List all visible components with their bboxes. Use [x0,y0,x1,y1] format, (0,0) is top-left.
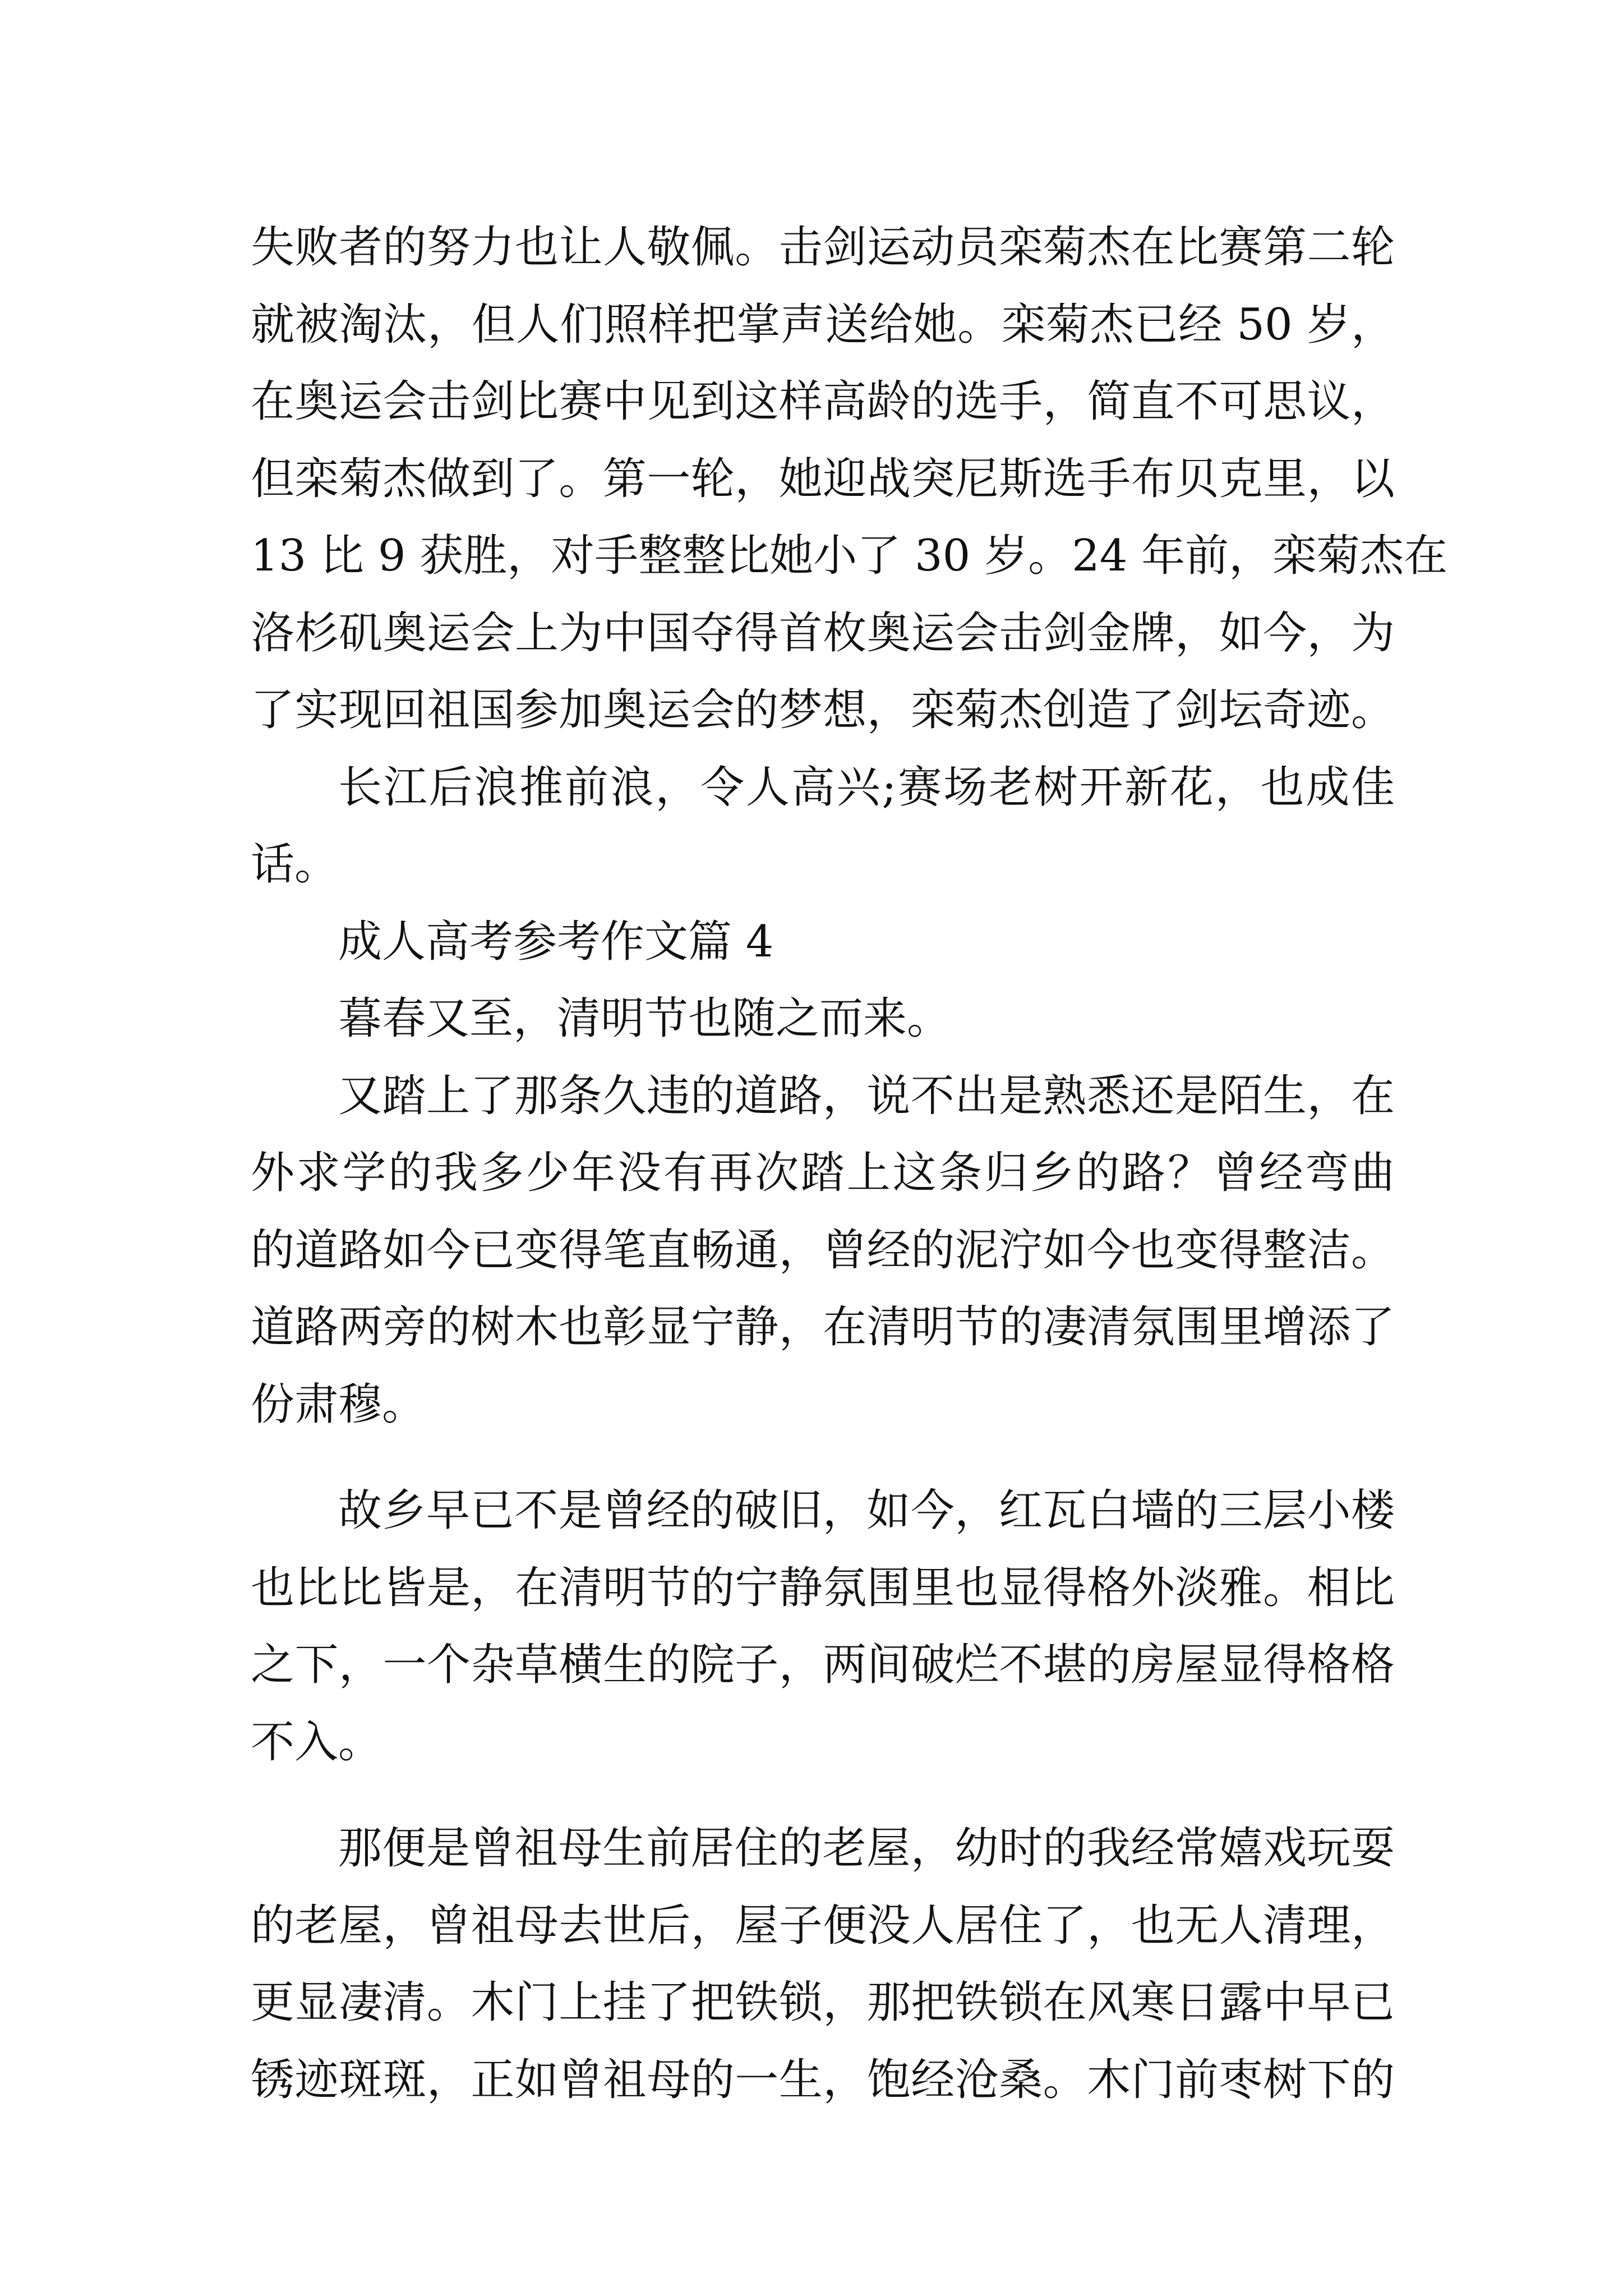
text-line: 那便是曾祖母生前居住的老屋，幼时的我经常嬉戏玩耍 [338,1823,1395,1874]
text-line: 外求学的我多少年没有再次踏上这条归乡的路？曾经弯曲 [251,1148,1395,1198]
paragraph [251,1810,1395,2119]
text-line: 不入。 [251,1717,382,1768]
text-line: 锈迹斑斑，正如曾祖母的一生，饱经沧桑。木门前枣树下的 [251,2054,1395,2105]
text-line: 就被淘汰，但人们照样把掌声送给她。栾菊杰已经 50 岁， [251,299,1395,350]
paragraph [251,209,1448,749]
text-line: 话。 [251,839,339,890]
text-line: 的道路如今已变得笔直畅通，曾经的泥泞如今也变得整洁。 [251,1225,1395,1276]
section-title-text: 成人高考参考作文篇 4 [338,916,774,967]
text-line: 道路两旁的树木也彰显宁静，在清明节的凄清氛围里增添了 [251,1302,1395,1352]
text-line: 长江后浪推前浪，令人高兴;赛场老树开新花，也成佳 [338,762,1395,813]
text-line: 失败者的努力也让人敬佩。击剑运动员栾菊杰在比赛第二轮 [251,222,1395,273]
section-title [251,904,1395,981]
text-line: 份肃穆。 [251,1379,426,1430]
text-line: 故乡早已不是曾经的破旧，如今，红瓦白墙的三层小楼 [338,1485,1395,1536]
text-line: 了实现回祖国参加奥运会的梦想，栾菊杰创造了剑坛奇迹。 [251,685,1395,735]
body-text [251,209,1448,2119]
text-line: 之下，一个杂草横生的院子，两间破烂不堪的房屋显得格格 [251,1640,1395,1690]
text-line: 的老屋，曾祖母去世后，屋子便没人居住了，也无人清理， [251,1900,1395,1951]
text-line: 也比比皆是，在清明节的宁静氛围里也显得格外淡雅。相比 [251,1562,1395,1613]
text-line: 洛杉矶奥运会上为中国夺得首枚奥运会击剑金牌，如今，为 [251,608,1395,659]
text-line: 但栾菊杰做到了。第一轮，她迎战突尼斯选手布贝克里，以 [251,453,1395,504]
text-line: 13 比 9 获胜，对手整整比她小了 30 岁。24 年前，栾菊杰在 [251,531,1448,581]
text-line: 又踏上了那条久违的道路，说不出是熟悉还是陌生，在 [338,1070,1395,1121]
paragraph [251,749,1395,904]
text-line: 更显凄清。木门上挂了把铁锁，那把铁锁在风寒日露中早已 [251,1977,1395,2028]
text-line: 暮春又至，清明节也随之而来。 [338,993,951,1044]
paragraph [251,1473,1395,1781]
paragraph [251,1058,1395,1444]
text-line: 在奥运会击剑比赛中见到这样高龄的选手，简直不可思议， [251,376,1395,427]
paragraph [251,981,1395,1058]
